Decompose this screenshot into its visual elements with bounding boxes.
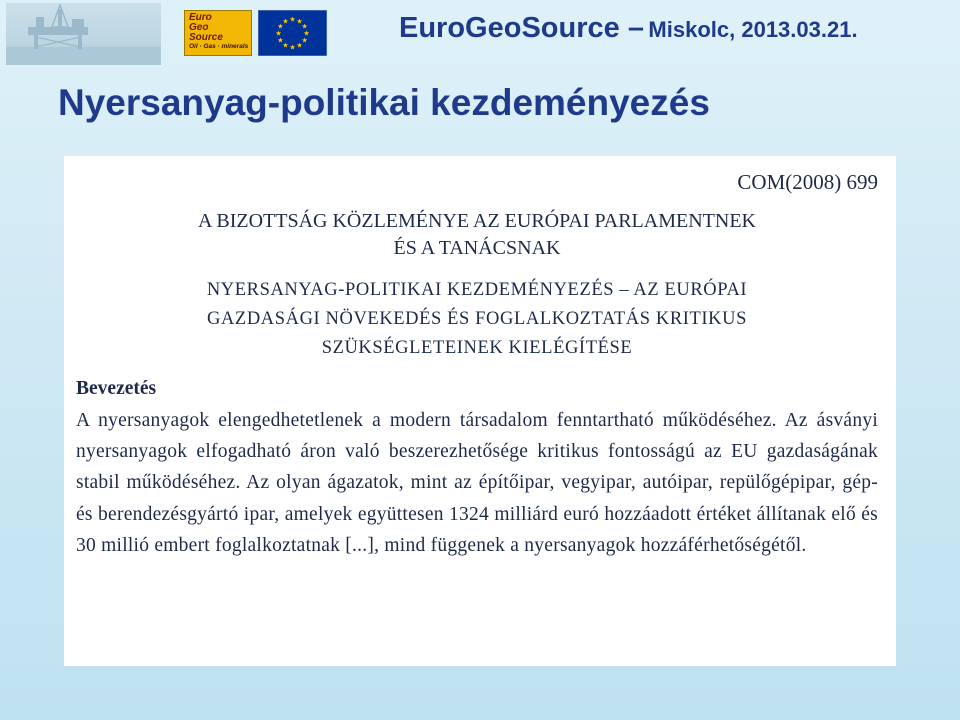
document-addressee bbox=[76, 208, 878, 262]
section-heading: Bevezetés bbox=[76, 378, 157, 399]
logo-word-1: Euro bbox=[189, 12, 212, 23]
oil-rig-photo bbox=[6, 3, 161, 65]
eu-flag-icon bbox=[258, 10, 327, 56]
eu-star-icon: ★ bbox=[303, 30, 310, 38]
eu-star-icon: ★ bbox=[282, 42, 289, 50]
document-body-text: A nyersanyagok elengedhetetlenek a modern társadalom fenntartható működéséhez. Az ásványi nyersanyagok elfogadható áron való beszerezhetősége kritikus fontosságú az EU gazdaságának stabil működéséhez. Az olyan ágazatok, mint az építőipar, vegyipar, autóipar, repülőgépipar, gép- és berendezésgyártó ipar, amelyek együttesen 1324 milliárd euró hozzáadott értéket állítanak elő és 30 millió embert foglalkoztatnak [...], mind függenek a nyersanyagok hozzáférhetőségétől. bbox=[76, 410, 878, 556]
addressee-line: ÉS A TANÁCSNAK bbox=[393, 237, 561, 259]
header-title-main: EuroGeoSource – bbox=[399, 12, 644, 44]
document-excerpt bbox=[64, 156, 896, 666]
eu-star-icon: ★ bbox=[289, 44, 296, 52]
eu-star-icon: ★ bbox=[275, 30, 282, 38]
eu-star-icon: ★ bbox=[296, 42, 303, 50]
subject-line: NYERSANYAG-POLITIKAI KEZDEMÉNYEZÉS – AZ EURÓPAI bbox=[206, 280, 748, 300]
eu-star-icon: ★ bbox=[296, 18, 303, 26]
eu-star-icon: ★ bbox=[289, 16, 296, 24]
subject-line: GAZDASÁGI NÖVEKEDÉS ÉS FOGLALKOZTATÁS KRITIKUS bbox=[207, 309, 747, 329]
eu-star-icon: ★ bbox=[301, 23, 308, 31]
logo-word-2: Geo bbox=[189, 22, 209, 33]
eu-star-icon: ★ bbox=[277, 23, 284, 31]
slide-title: Nyersanyag-politikai kezdeményezés bbox=[58, 82, 710, 123]
addressee-line: A BIZOTTSÁG KÖZLEMÉNYE AZ EURÓPAI PARLAMENTNEK bbox=[198, 210, 756, 232]
eu-star-icon: ★ bbox=[282, 18, 289, 26]
header-bar bbox=[0, 0, 960, 66]
document-reference: COM(2008) 699 bbox=[737, 170, 878, 194]
logo-word-3: Source bbox=[189, 32, 223, 43]
oil-rig-icon bbox=[6, 3, 161, 65]
eurogeosource-logo bbox=[184, 10, 252, 56]
document-subject bbox=[76, 276, 878, 363]
header-title-sub: Miskolc, 2013.03.21. bbox=[648, 17, 858, 42]
logo-tagline: Oil · Gas · minerals bbox=[189, 43, 249, 50]
subject-line: SZÜKSÉGLETEINEK KIELÉGÍTÉSE bbox=[321, 338, 633, 358]
header-title bbox=[399, 12, 858, 45]
eu-star-icon: ★ bbox=[277, 37, 284, 45]
eu-star-icon: ★ bbox=[301, 37, 308, 45]
